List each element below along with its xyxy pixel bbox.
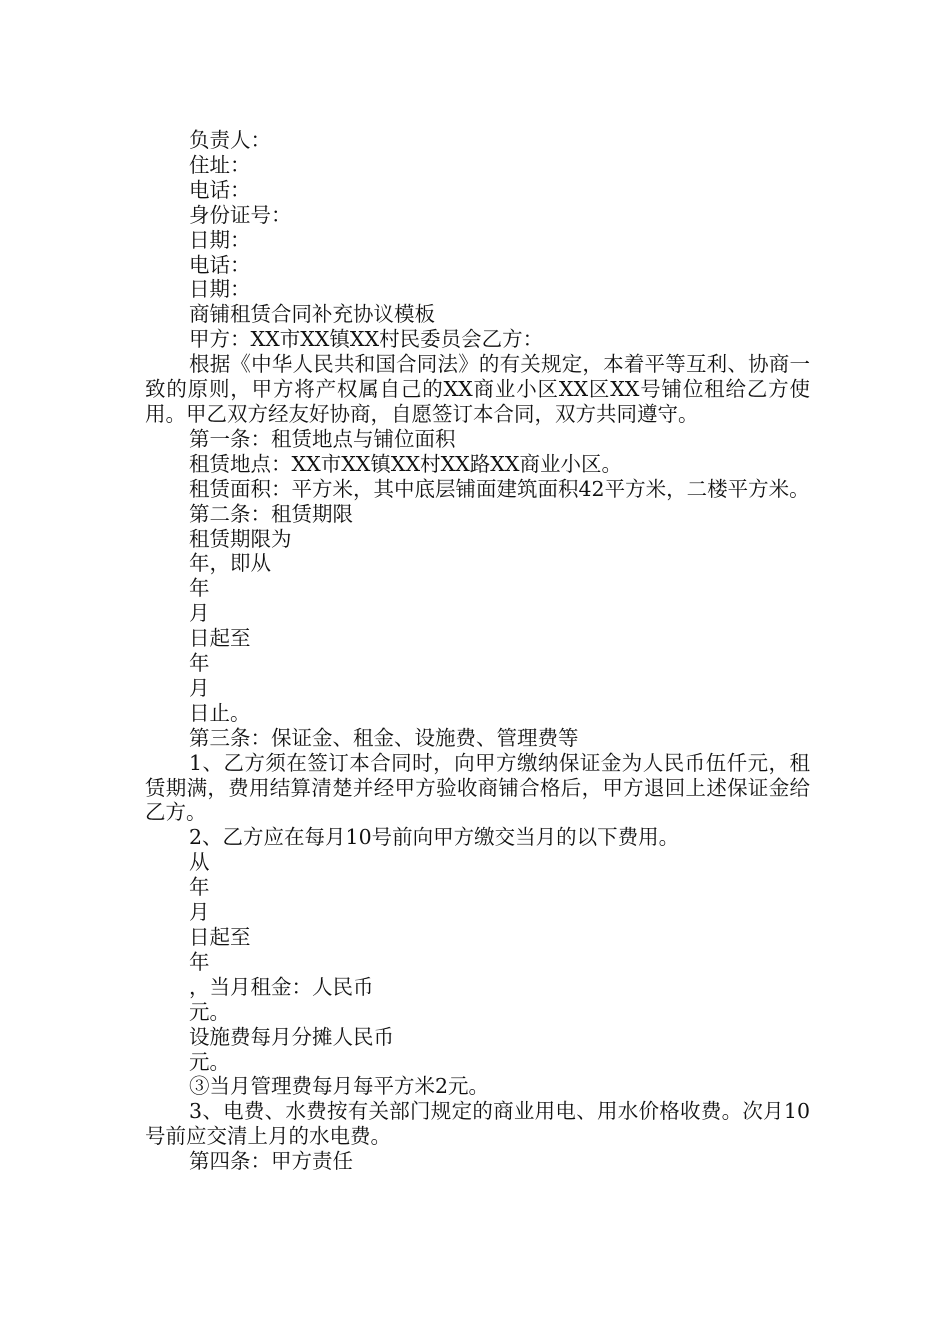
lease-term-fragment: 年 — [189, 651, 210, 676]
lease-area: 租赁面积：平方米，其中底层铺面建筑面积42平方米，二楼平方米。 — [189, 476, 810, 501]
article-4-heading: 第四条：甲方责任 — [189, 1149, 353, 1174]
fee-fragment: 月 — [189, 900, 210, 925]
lease-location: 租赁地点：XX市XX镇XX村XX路XX商业小区。 — [189, 451, 622, 476]
lease-term-fragment: 年，即从 — [189, 551, 271, 576]
article-2-heading: 第二条：租赁期限 — [189, 501, 353, 526]
lease-term-fragment: 日起至 — [189, 626, 251, 651]
fee-fragment: 年 — [189, 949, 210, 974]
lease-term-fragment: 年 — [189, 576, 210, 601]
fee-fragment: 从 — [189, 850, 210, 875]
lease-term-fragment: 月 — [189, 675, 210, 700]
management-fee-line: ③当月管理费每月每平方米2元。 — [189, 1074, 490, 1099]
line-address: 住址： — [189, 152, 251, 177]
article-3-heading: 第三条：保证金、租金、设施费、管理费等 — [189, 725, 579, 750]
line-phone-2: 电话： — [189, 252, 251, 277]
document-title: 商铺租赁合同补充协议模板 — [189, 302, 435, 327]
rent-unit: 元。 — [189, 999, 230, 1024]
clause-3-2: 2、乙方应在每月10号前向甲方缴交当月的以下费用。 — [189, 825, 680, 850]
parties-line: 甲方：XX市XX镇XX村民委员会乙方： — [189, 327, 544, 352]
facility-fee-line: 设施费每月分摊人民币 — [189, 1024, 394, 1049]
line-phone: 电话： — [189, 177, 251, 202]
line-date-2: 日期： — [189, 277, 251, 302]
preamble-paragraph: 根据《中华人民共和国合同法》的有关规定，本着平等互利、协商一致的原则，甲方将产权属自己的XX商业小区XX区XX号铺位租给乙方使用。甲乙双方经友好协商，自愿签订本合同，双方共同遵守。 — [145, 352, 810, 426]
document-body — [145, 128, 810, 1174]
line-responsible-person: 负责人： — [189, 128, 271, 152]
rent-line: ，当月租金：人民币 — [189, 974, 374, 999]
fee-fragment: 日起至 — [189, 925, 251, 949]
lease-term-fragment: 月 — [189, 601, 210, 626]
line-id-number: 身份证号： — [189, 202, 292, 227]
clause-3-1: 1、乙方须在签订本合同时，向甲方缴纳保证金为人民币伍仟元，租赁期满，费用结算清楚并经甲方验收商铺合格后，甲方退回上述保证金给乙方。 — [145, 750, 810, 825]
fee-fragment: 年 — [189, 875, 210, 900]
line-date: 日期： — [189, 227, 251, 252]
lease-term-line: 租赁期限为 — [189, 526, 292, 551]
lease-term-fragment: 日止。 — [189, 700, 251, 725]
facility-fee-unit: 元。 — [189, 1049, 230, 1074]
article-1-heading: 第一条：租赁地点与铺位面积 — [189, 426, 456, 451]
clause-3-3: 3、电费、水费按有关部门规定的商业用电、用水价格收费。次月10号前应交清上月的水电费。 — [145, 1099, 810, 1149]
